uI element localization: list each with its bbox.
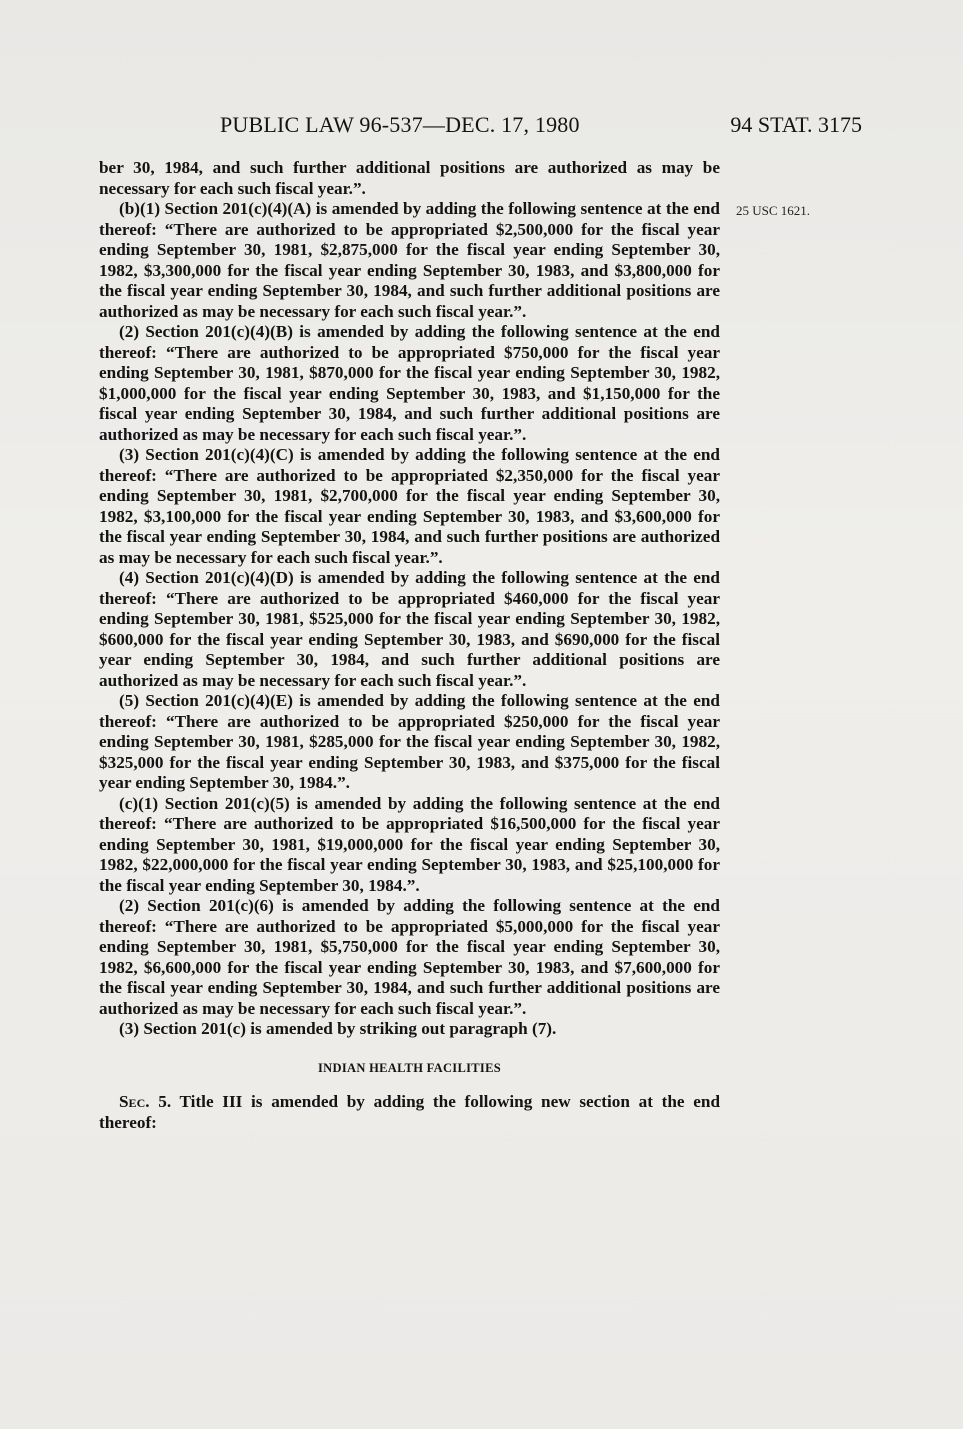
section-label: Sec. 5. [119, 1092, 172, 1111]
paragraph-continuation: ber 30, 1984, and such further additional positions are authorized as may be necessary for each such fiscal year.”. [99, 158, 720, 198]
paragraph-b3: (3) Section 201(c)(4)(C) is amended by adding the following sentence at the end thereof: “There are authorized to be appropriated $2,350,000 for the fiscal year ending September 30, 1981, $2,700,000 for the fiscal year ending September 30, 1982, $3,100,000 for the fiscal year ending September 30, 1983, and $3,600,000 for the fiscal year ending September 30, 1984, and such further positions are authorized as may be necessary for each such fiscal year.”. [99, 445, 720, 567]
document-body [99, 158, 720, 1133]
header-citation: PUBLIC LAW 96-537—DEC. 17, 1980 [220, 112, 580, 137]
page-header [100, 112, 862, 142]
paragraph-b4: (4) Section 201(c)(4)(D) is amended by adding the following sentence at the end thereof: “There are authorized to be appropriated $460,000 for the fiscal year ending September 30, 1981, $525,000 for the fiscal year ending September 30, 1982, $600,000 for the fiscal year ending September 30, 1983, and $690,000 for the fiscal year ending September 30, 1984, and such further additional positions are authorized as may be necessary for each such fiscal year.”. [99, 568, 720, 690]
paragraph-b5: (5) Section 201(c)(4)(E) is amended by adding the following sentence at the end thereof: “There are authorized to be appropriated $250,000 for the fiscal year ending September 30, 1981, $285,000 for the fiscal year ending September 30, 1982, $325,000 for the fiscal year ending September 30, 1983, and $375,000 for the fiscal year ending September 30, 1984.”. [99, 691, 720, 792]
section-5-text: Title III is amended by adding the following new section at the end thereof: [99, 1092, 721, 1132]
section-heading: INDIAN HEALTH FACILITIES [318, 1060, 501, 1075]
header-statute-page: 94 STAT. 3175 [730, 112, 862, 137]
section-5-paragraph [99, 1092, 720, 1133]
paragraph-c2: (2) Section 201(c)(6) is amended by adding the following sentence at the end thereof: “There are authorized to be appropriated $5,000,000 for the fiscal year ending September 30, 1981, $5,750,000 for the fiscal year ending September 30, 1982, $6,600,000 for the fiscal year ending September 30, 1983, and $7,600,000 for the fiscal year ending September 30, 1984, and such further additional positions are authorized as may be necessary for each such fiscal year.”. [99, 896, 720, 1018]
paragraph-c1: (c)(1) Section 201(c)(5) is amended by adding the following sentence at the end thereof: “There are authorized to be appropriated $16,500,000 for the fiscal year ending September 30, 1981, $19,000,000 for the fiscal year ending September 30, 1982, $22,000,000 for the fiscal year ending September 30, 1983, and $25,100,000 for the fiscal year ending September 30, 1984.”. [99, 793, 720, 895]
paragraph-c3: (3) Section 201(c) is amended by striking out paragraph (7). [119, 1019, 557, 1038]
margin-note-usc: 25 USC 1621. [736, 203, 811, 218]
paragraph-b2: (2) Section 201(c)(4)(B) is amended by adding the following sentence at the end thereof: “There are authorized to be appropriated $750,000 for the fiscal year ending September 30, 1981, $870,000 for the fiscal year ending September 30, 1982, $1,000,000 for the fiscal year ending September 30, 1983, and $1,150,000 for the fiscal year ending September 30, 1984, and such further additional positions are authorized as may be necessary for each such fiscal year.”. [99, 322, 720, 444]
paragraph-b1: (b)(1) Section 201(c)(4)(A) is amended by adding the following sentence at the end thereof: “There are authorized to be appropriated $2,500,000 for the fiscal year ending September 30, 1981, $2,875,000 for the fiscal year ending September 30, 1982, $3,300,000 for the fiscal year ending September 30, 1983, and $3,800,000 for the fiscal year ending September 30, 1984, and such further additional positions are authorized as may be necessary for each such fiscal year.”. [99, 199, 720, 321]
